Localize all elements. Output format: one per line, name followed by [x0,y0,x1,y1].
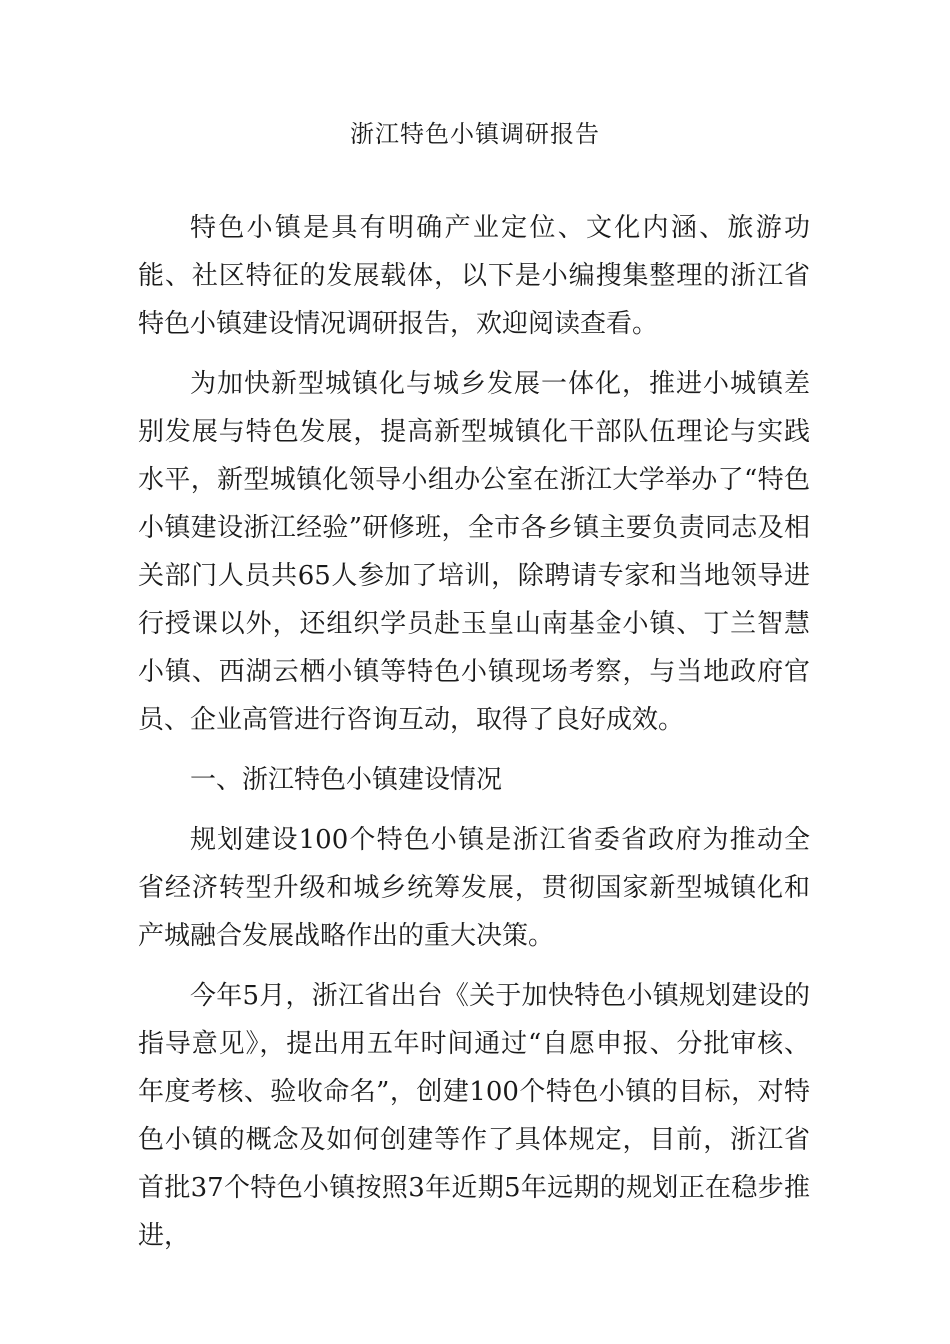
background-paragraph: 为加快新型城镇化与城乡发展一体化，推进小城镇差别发展与特色发展，提高新型城镇化干部队伍理论与实践水平，新型城镇化领导小组办公室在浙江大学举办了“特色小镇建设浙江经验”研修班，全市各乡镇主要负责同志及相关部门人员共65人参加了培训，除聘请专家和当地领导进行授课以外，还组织学员赴玉皇山南基金小镇、丁兰智慧小镇、西湖云栖小镇等特色小镇现场考察，与当地政府官员、企业高管进行咨询互动，取得了良好成效。 [138,369,810,735]
document-title: 浙江特色小镇调研报告 [350,120,600,148]
section-paragraph: 规划建设100个特色小镇是浙江省委省政府为推动全省经济转型升级和城乡统筹发展，贯彻国家新型城镇化和产城融合发展战略作出的重大决策。 [138,825,810,951]
intro-paragraph: 特色小镇是具有明确产业定位、文化内涵、旅游功能、社区特征的发展载体，以下是小编搜集整理的浙江省特色小镇建设情况调研报告，欢迎阅读查看。 [138,213,810,339]
section-paragraph: 今年5月，浙江省出台《关于加快特色小镇规划建设的指导意见》，提出用五年时间通过“自愿申报、分批审核、年度考核、验收命名”，创建100个特色小镇的目标，对特色小镇的概念及如何创建等作了具体规定，目前，浙江省首批37个特色小镇按照3年近期5年远期的规划正在稳步推进， [138,981,810,1251]
section-heading: 一、浙江特色小镇建设情况 [190,765,503,795]
document-body [138,204,810,1272]
